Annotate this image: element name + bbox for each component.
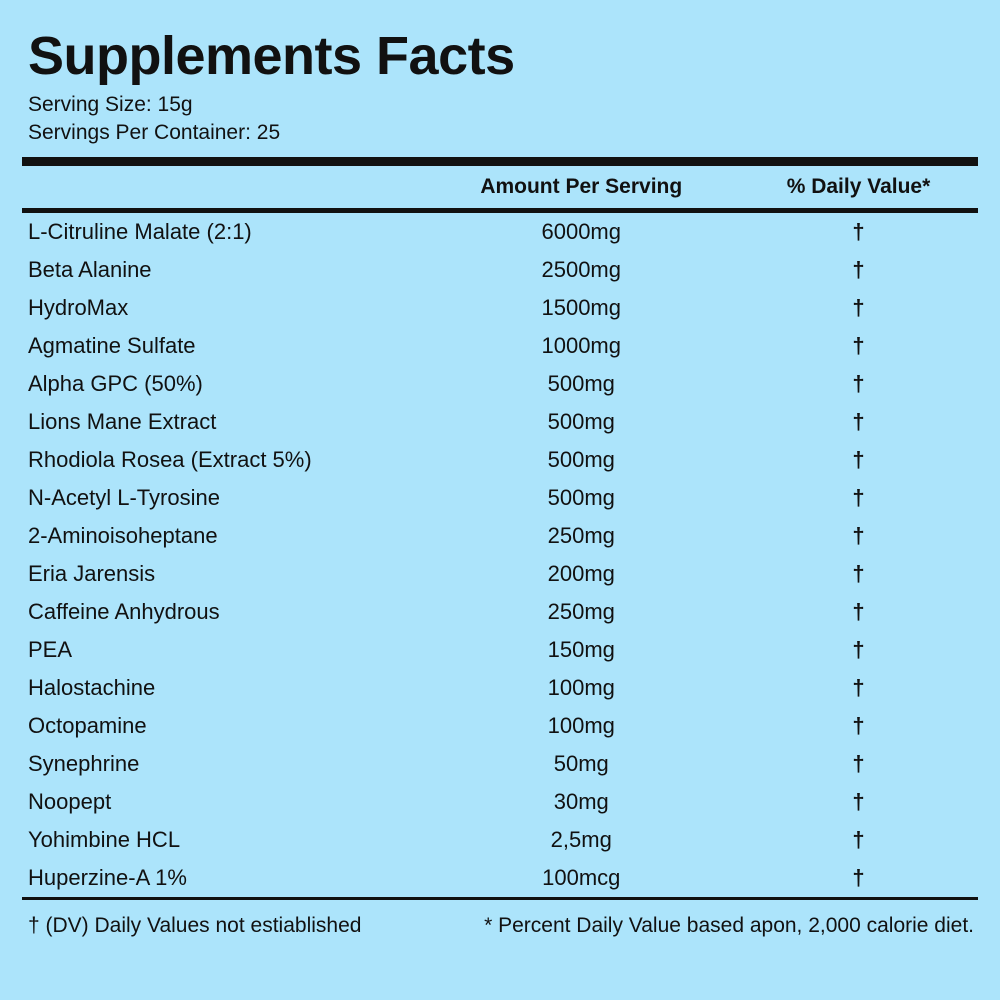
ingredient-amount: 250mg — [547, 599, 615, 625]
ingredient-amount: 100mg — [547, 675, 615, 701]
ingredient-name: Huperzine-A 1% — [28, 865, 187, 891]
ingredient-name: Octopamine — [28, 713, 147, 739]
ingredient-name: Yohimbine HCL — [28, 827, 181, 853]
ingredient-daily-value: † — [852, 523, 865, 549]
ingredient-amount: 2,5mg — [550, 827, 612, 853]
ingredient-amount: 2500mg — [541, 257, 621, 283]
ingredient-name: L-Citruline Malate (2:1) — [28, 219, 252, 245]
ingredient-amount: 200mg — [547, 561, 615, 587]
ingredient-daily-value: † — [852, 675, 865, 701]
ingredient-daily-value: † — [852, 371, 865, 397]
table-row — [22, 555, 978, 593]
ingredient-name: N-Acetyl L-Tyrosine — [28, 485, 220, 511]
ingredient-daily-value: † — [852, 333, 865, 359]
ingredient-amount: 6000mg — [541, 219, 621, 245]
ingredient-name: Halostachine — [28, 675, 156, 701]
ingredient-daily-value: † — [852, 485, 865, 511]
table-row — [22, 213, 978, 251]
ingredient-daily-value: † — [852, 865, 865, 891]
ingredient-amount: 100mg — [547, 713, 615, 739]
divider-bottom — [22, 897, 978, 900]
servings-per-container: Servings Per Container: 25 — [28, 121, 281, 145]
ingredient-amount: 500mg — [547, 447, 615, 473]
ingredient-name: Noopept — [28, 789, 112, 815]
table-row — [22, 745, 978, 783]
ingredient-daily-value: † — [852, 561, 865, 587]
ingredient-amount: 50mg — [553, 751, 609, 777]
ingredient-daily-value: † — [852, 789, 865, 815]
ingredient-daily-value: † — [852, 713, 865, 739]
table-row — [22, 593, 978, 631]
table-row — [22, 251, 978, 289]
ingredient-name: Rhodiola Rosea (Extract 5%) — [28, 447, 312, 473]
table-row — [22, 631, 978, 669]
ingredient-amount: 250mg — [547, 523, 615, 549]
table-row — [22, 707, 978, 745]
ingredient-daily-value: † — [852, 295, 865, 321]
ingredient-name: 2-Aminoisoheptane — [28, 523, 218, 549]
ingredient-daily-value: † — [852, 827, 865, 853]
footnotes — [22, 914, 978, 938]
ingredient-daily-value: † — [852, 447, 865, 473]
footnote-percent-daily-value: * Percent Daily Value based apon, 2,000 calorie diet. — [484, 914, 974, 938]
table-row — [22, 517, 978, 555]
ingredient-daily-value: † — [852, 751, 865, 777]
ingredient-name: HydroMax — [28, 295, 129, 321]
divider-top — [22, 157, 978, 166]
table-row — [22, 403, 978, 441]
ingredient-name: Beta Alanine — [28, 257, 152, 283]
ingredient-amount: 500mg — [547, 485, 615, 511]
footnote-daily-values: † (DV) Daily Values not estiablished — [28, 914, 362, 938]
table-row — [22, 479, 978, 517]
table-row — [22, 441, 978, 479]
column-header-name — [22, 166, 424, 208]
supplement-ingredient-table — [22, 213, 978, 897]
ingredient-name: Lions Mane Extract — [28, 409, 217, 435]
ingredient-daily-value: † — [852, 599, 865, 625]
ingredient-amount: 150mg — [547, 637, 615, 663]
ingredient-daily-value: † — [852, 409, 865, 435]
ingredient-amount: 30mg — [553, 789, 609, 815]
ingredient-amount: 100mcg — [542, 865, 621, 891]
ingredient-amount: 1000mg — [541, 333, 621, 359]
ingredient-daily-value: † — [852, 219, 865, 245]
table-row — [22, 327, 978, 365]
ingredient-name: Alpha GPC (50%) — [28, 371, 203, 397]
supplement-facts-table — [22, 166, 978, 208]
ingredient-amount: 500mg — [547, 409, 615, 435]
ingredient-name: PEA — [28, 637, 73, 663]
ingredient-daily-value: † — [852, 637, 865, 663]
column-header-daily-value: % Daily Value* — [786, 175, 931, 199]
ingredient-amount: 1500mg — [541, 295, 621, 321]
table-row — [22, 859, 978, 897]
ingredient-name: Agmatine Sulfate — [28, 333, 196, 359]
ingredient-amount: 500mg — [547, 371, 615, 397]
table-header-row — [22, 166, 978, 208]
page-title: Supplements Facts — [28, 26, 515, 86]
ingredient-name: Caffeine Anhydrous — [28, 599, 220, 625]
table-row — [22, 289, 978, 327]
ingredient-name: Synephrine — [28, 751, 140, 777]
ingredient-daily-value: † — [852, 257, 865, 283]
table-row — [22, 365, 978, 403]
serving-size: Serving Size: 15g — [28, 92, 193, 116]
ingredient-name: Eria Jarensis — [28, 561, 156, 587]
table-row — [22, 669, 978, 707]
table-row — [22, 783, 978, 821]
column-header-amount: Amount Per Serving — [480, 175, 683, 199]
table-row — [22, 821, 978, 859]
